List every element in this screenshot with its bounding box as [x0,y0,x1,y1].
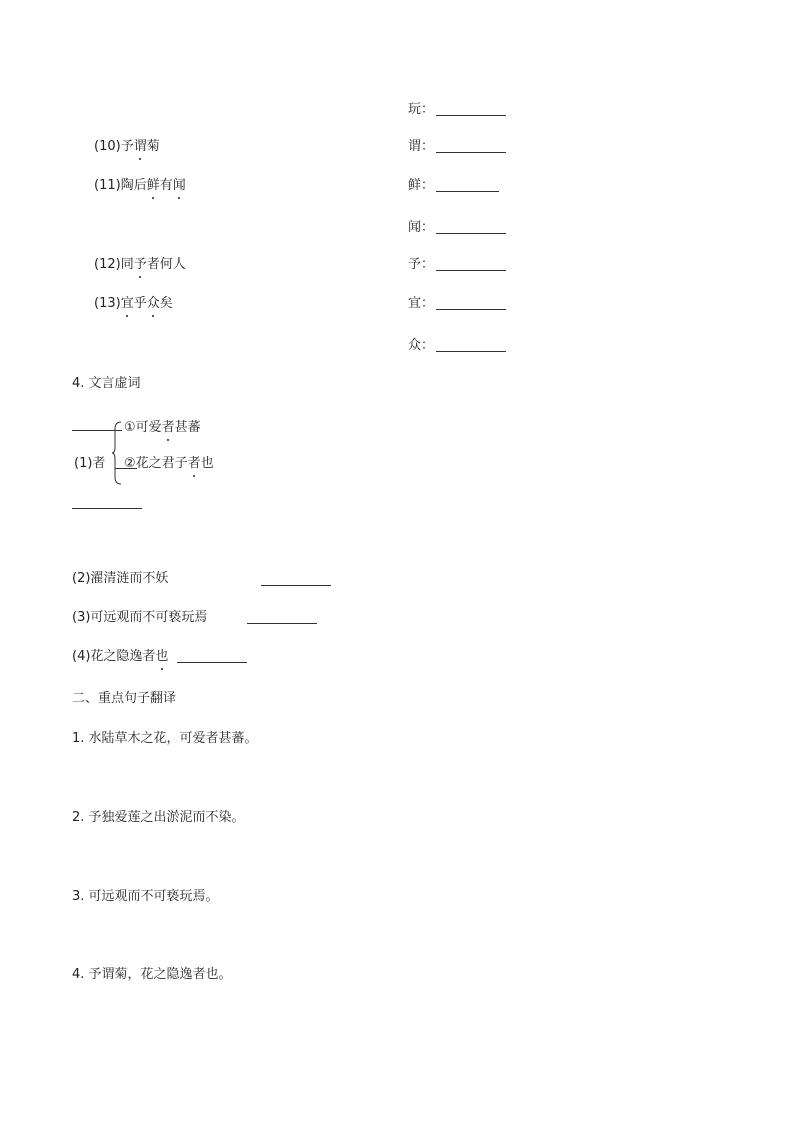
blank-wen[interactable] [436,233,506,234]
zhe-example-1: ①可爱者甚蕃 [124,420,201,435]
question-3: (3)可远观而不可亵玩焉 [72,610,208,625]
question-4: (4)花之隐逸者也 [72,649,169,664]
label-zhong: 众： [408,338,435,353]
curly-brace [112,421,122,485]
item-12: (12)同予者何人 [94,257,186,272]
blank-zhong[interactable] [436,351,506,352]
section-2-title: 二、重点句子翻译 [72,691,177,706]
sentence-2: 2. 予独爱莲之出淤泥而不染。 [72,810,245,825]
label-wan: 玩： [408,102,435,117]
section-4-title: 4. 文言虚词 [72,376,141,391]
question-2: (2)濯清涟而不妖 [72,571,169,586]
emphasis-char: 也 [155,649,169,664]
emphasis-char: 者 [161,420,175,435]
label-yi: 宜： [408,296,435,311]
emphasis-char: 予 [133,257,147,272]
blank-yu[interactable] [436,270,506,271]
item-10: (10)予谓菊 [94,139,160,154]
emphasis-char: 鲜 [146,178,160,193]
label-wen: 闻： [408,220,435,235]
blank-q2[interactable] [261,585,331,586]
blank-wan[interactable] [436,115,506,116]
emphasis-char: 者 [187,456,201,471]
emphasis-char: 宜 [120,296,134,311]
label-yu: 予： [408,257,435,272]
emphasis-char: 谓 [133,139,147,154]
label-xian: 鲜： [408,178,435,193]
item-11: (11)陶后鲜有闻 [94,178,186,193]
blank-q3[interactable] [247,623,317,624]
emphasis-char: 闻 [172,178,186,193]
blank-zhe-2[interactable] [72,508,142,509]
zhe-label: (1)者 [74,456,106,471]
sentence-4: 4. 予谓菊，花之隐逸者也。 [72,967,232,982]
blank-wei[interactable] [436,152,506,153]
sentence-1: 1. 水陆草木之花，可爱者甚蕃。 [72,731,258,746]
zhe-example-2: ②花之君子者也 [124,456,214,471]
blank-q4[interactable] [177,662,247,663]
item-13: (13)宜乎众矣 [94,296,173,311]
label-wei: 谓： [408,139,435,154]
emphasis-char: 众 [146,296,160,311]
blank-yi[interactable] [436,309,506,310]
blank-xian[interactable] [436,191,499,192]
sentence-3: 3. 可远观而不可亵玩焉。 [72,889,219,904]
